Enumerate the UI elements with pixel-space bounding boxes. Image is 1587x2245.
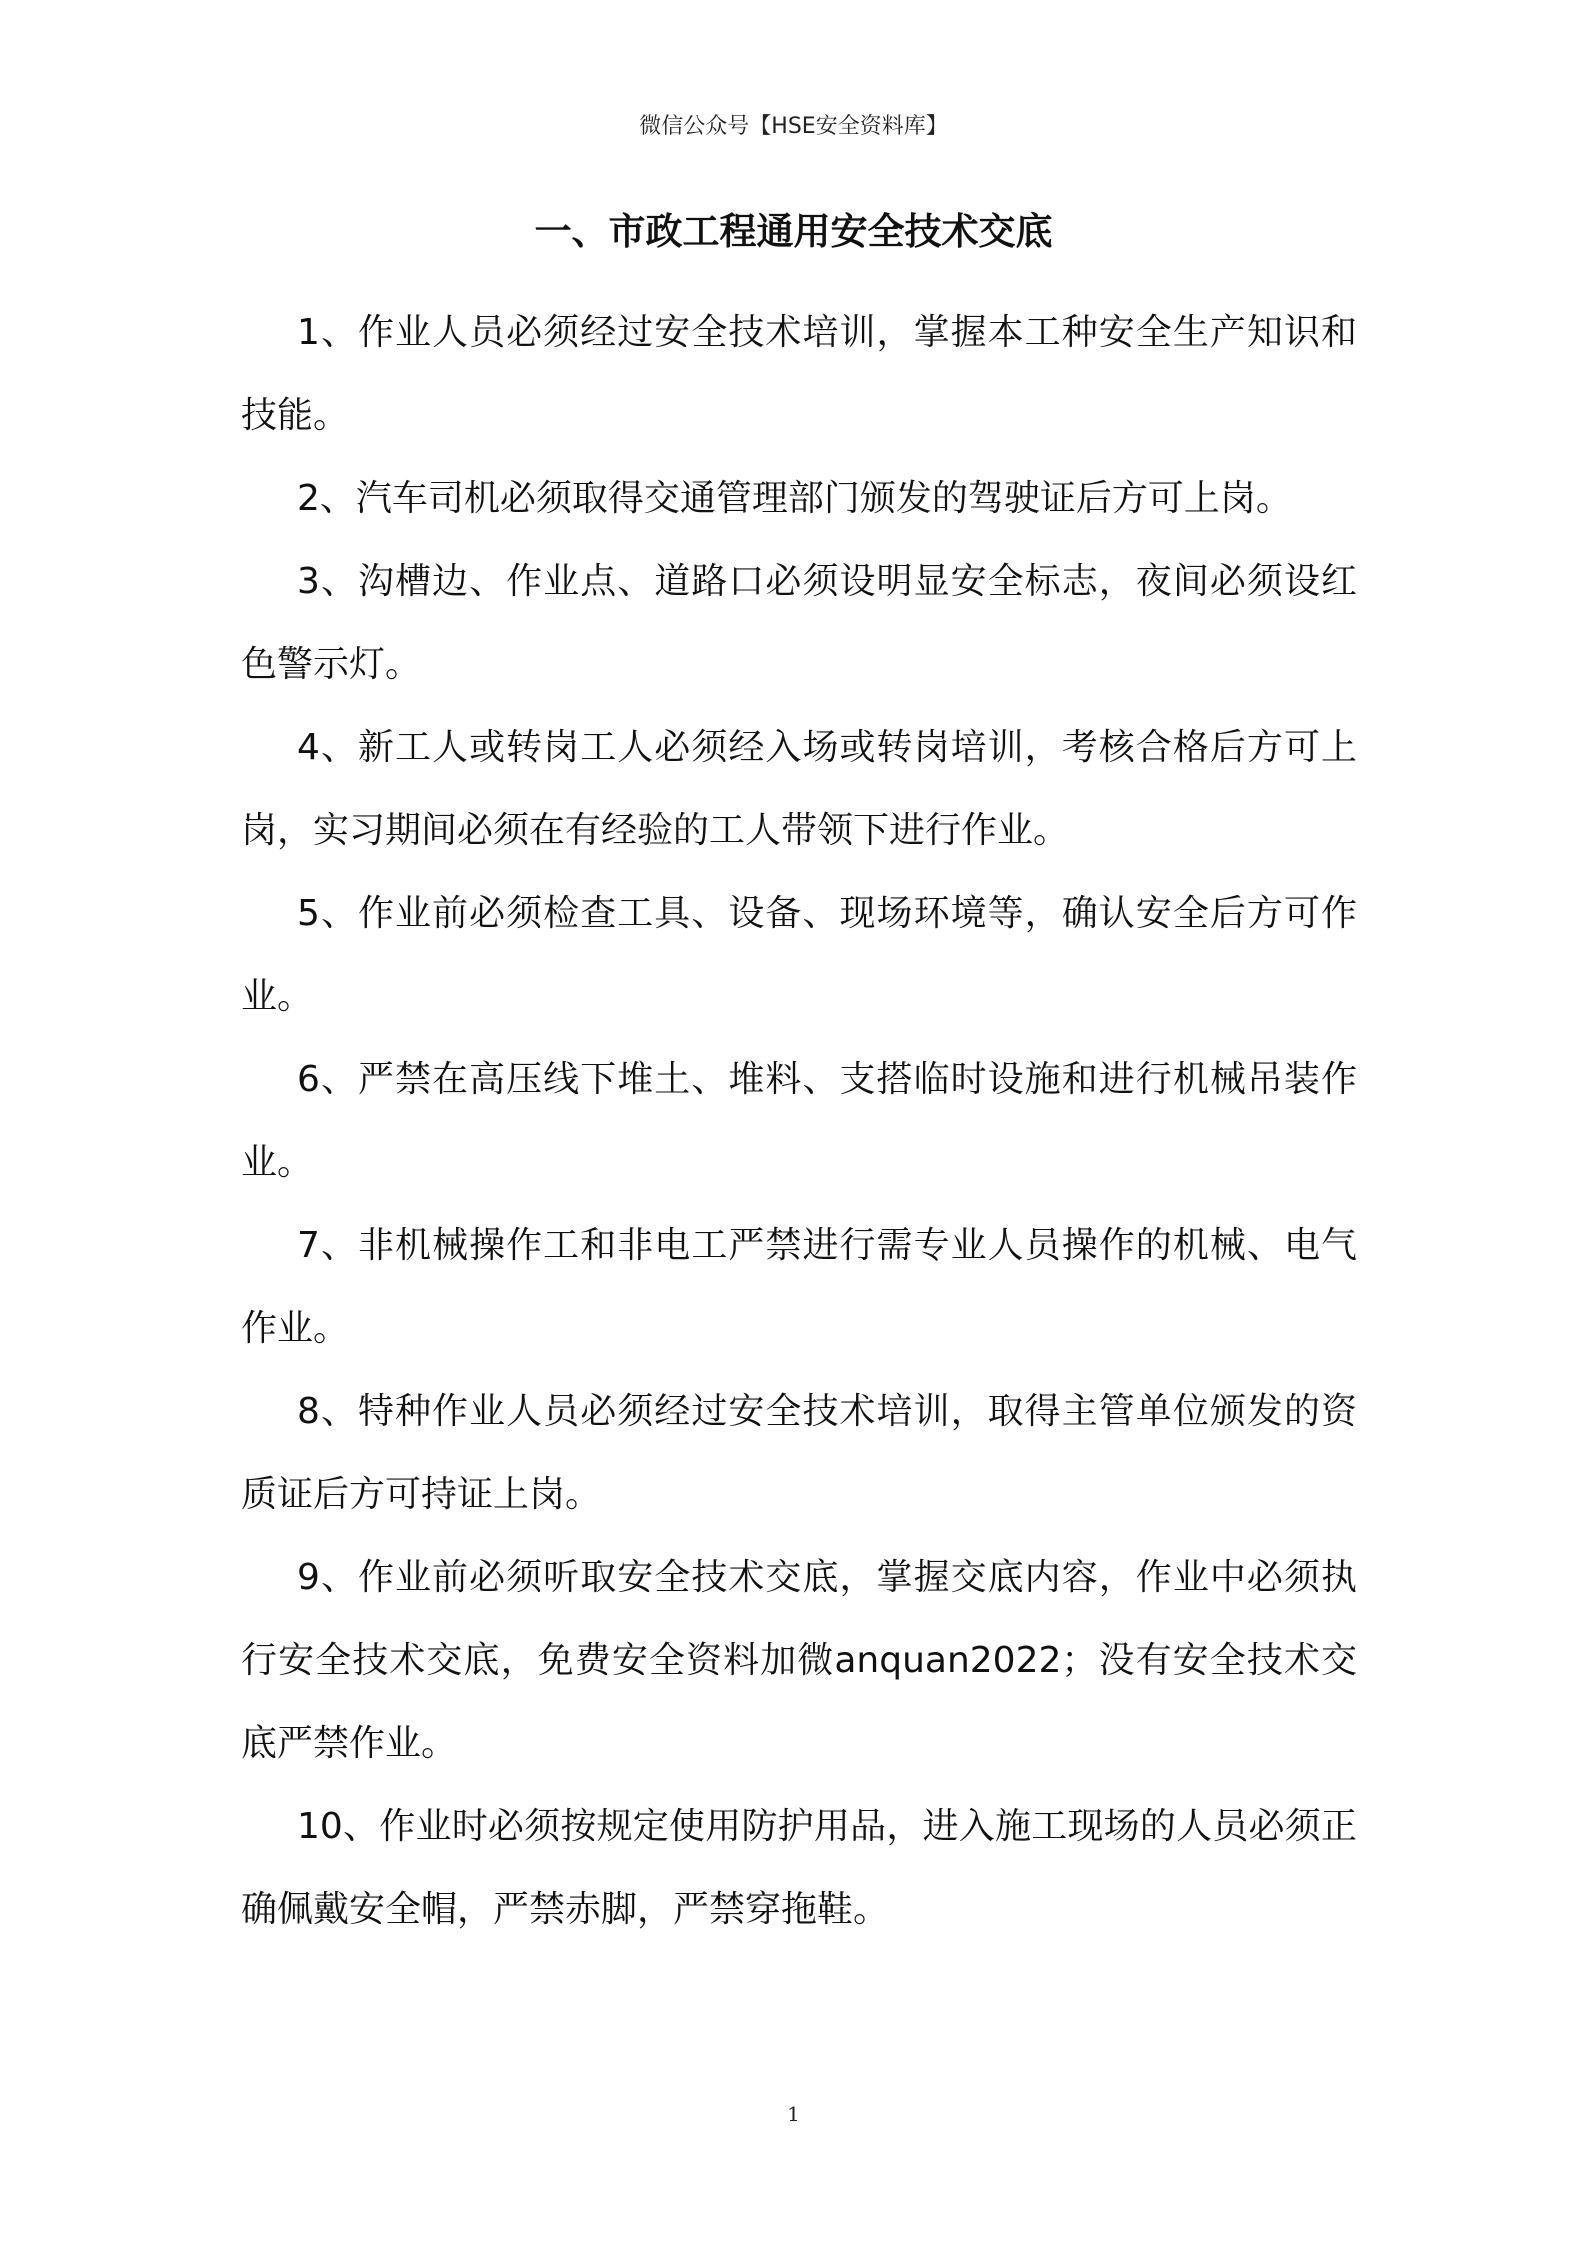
- paragraph-item-10: 10、作业时必须按规定使用防护用品，进入施工现场的人员必须正确佩戴安全帽，严禁赤脚，严禁穿拖鞋。: [241, 1806, 1357, 1930]
- paragraph-item-4: 4、新工人或转岗工人必须经入场或转岗培训，考核合格后方可上岗，实习期间必须在有经验的工人带领下进行作业。: [241, 727, 1357, 851]
- paragraph-item-9: 9、作业前必须听取安全技术交底，掌握交底内容，作业中必须执行安全技术交底，免费安全资料加微anquan2022；没有安全技术交底严禁作业。: [241, 1557, 1357, 1764]
- paragraph-item-6: 6、严禁在高压线下堆土、堆料、支搭临时设施和进行机械吊装作业。: [241, 1059, 1357, 1183]
- document-body: [241, 291, 1357, 1951]
- paragraph-item-8: 8、特种作业人员必须经过安全技术培训，取得主管单位颁发的资质证后方可持证上岗。: [241, 1391, 1357, 1515]
- paragraph-item-2: 2、汽车司机必须取得交通管理部门颁发的驾驶证后方可上岗。: [297, 478, 1292, 519]
- page-title: 一、市政工程通用安全技术交底: [534, 209, 1053, 253]
- paragraph-item-5: 5、作业前必须检查工具、设备、现场环境等，确认安全后方可作业。: [241, 893, 1357, 1017]
- page-header: 微信公众号【HSE安全资料库】: [639, 114, 948, 139]
- paragraph-item-1: 1、作业人员必须经过安全技术培训，掌握本工种安全生产知识和技能。: [241, 312, 1357, 436]
- paragraph-item-7: 7、非机械操作工和非电工严禁进行需专业人员操作的机械、电气作业。: [241, 1225, 1357, 1349]
- page-number: 1: [787, 2102, 800, 2126]
- paragraph-item-3: 3、沟槽边、作业点、道路口必须设明显安全标志，夜间必须设红色警示灯。: [241, 561, 1357, 685]
